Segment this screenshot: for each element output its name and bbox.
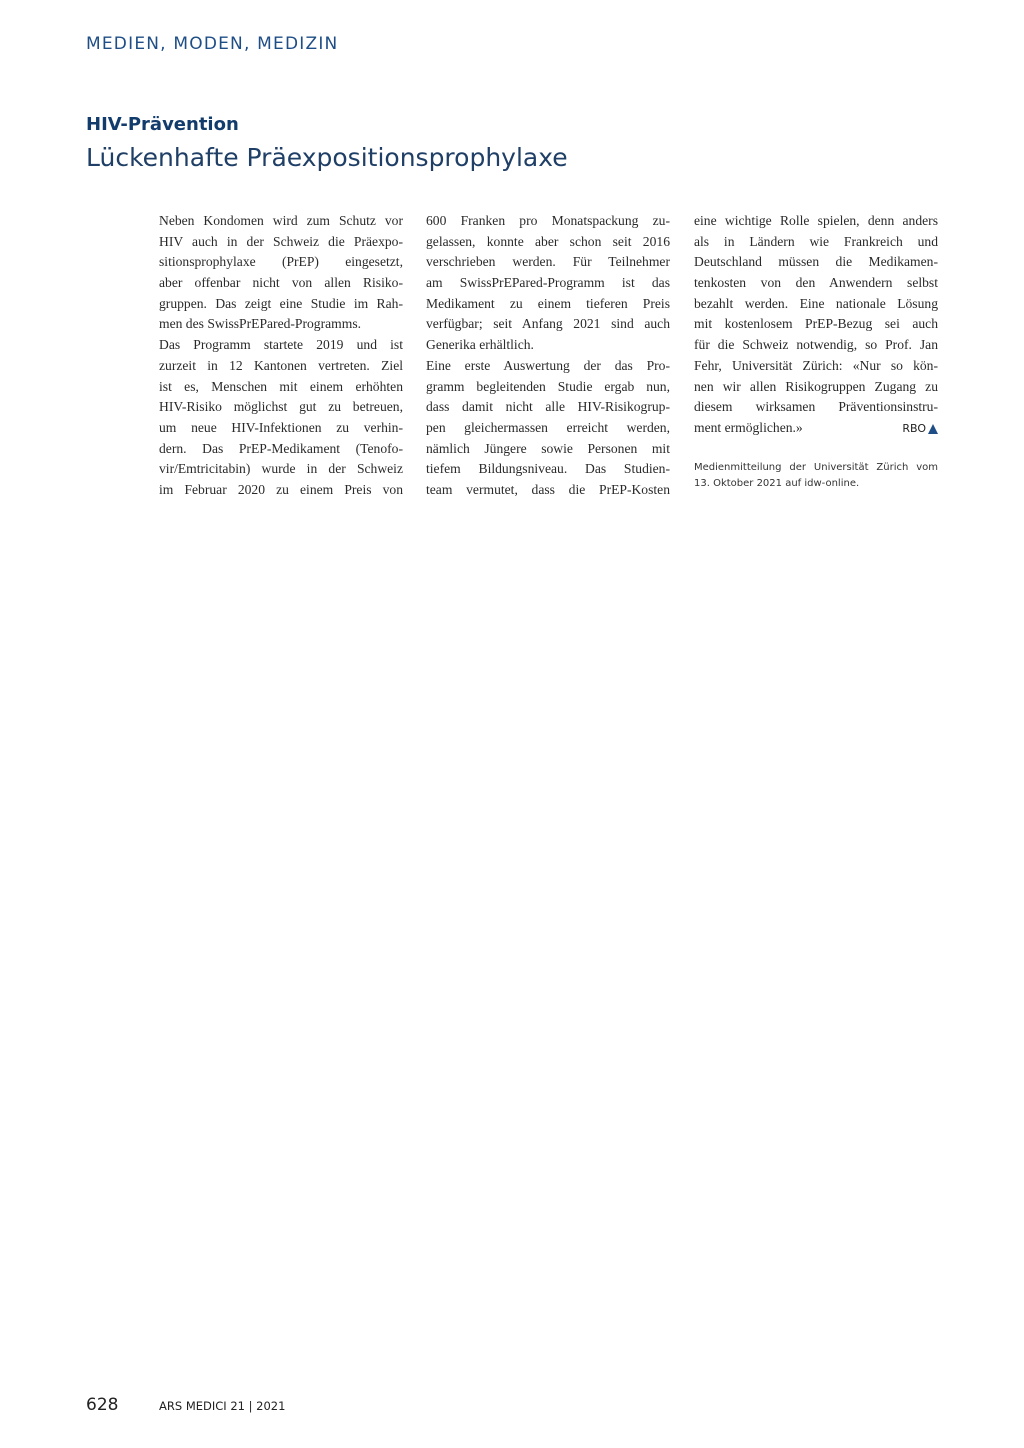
text-line: Generika erhältlich. [426,337,534,353]
source-line: Medienmitteilung der Universität Zürich vom [694,461,938,473]
text-line: gruppen. Das zeigt eine Studie im Rah- [159,295,403,311]
text-line: ment ermöglichen.» [694,419,803,435]
text-line: HIV auch in der Schweiz die Präexpo- [159,233,403,249]
text-line: HIV-Risiko möglichst gut zu betreuen, [159,399,403,415]
text-column-1 [159,211,403,501]
text-line: nämlich Jüngere sowie Personen mit [426,440,670,456]
text-column-2 [426,211,670,501]
text-line: verschrieben werden. Für Teilnehmer [426,254,670,270]
text-line: aber offenbar nicht von allen Risiko- [159,275,403,291]
author-initials: RBO [902,421,926,435]
text-line: men des SwissPrEPared-Programms. [159,316,362,332]
closing-line [694,418,938,439]
text-line: Deutschland müssen die Medikamen- [694,254,938,270]
text-line: Das Programm startete 2019 und ist [159,337,403,353]
text-line: für die Schweiz notwendig, so Prof. Jan [694,337,938,353]
text-line: als in Ländern wie Frankreich und [694,233,938,249]
author-signature [902,419,938,440]
section-header: MEDIEN, MODEN, MEDIZIN [86,34,339,54]
text-line: diesem wirksamen Präventionsinstru- [694,399,938,415]
text-line: zurzeit in 12 Kantonen vertreten. Ziel [159,357,403,373]
text-line: gramm begleitenden Studie ergab nun, [426,378,670,394]
article-title: Lückenhafte Präexpositionsprophylaxe [86,143,568,172]
text-line: team vermutet, dass die PrEP-Kosten [426,481,670,497]
text-line: nen wir allen Risikogruppen Zugang zu [694,378,938,394]
source-note [694,460,938,492]
text-line: dern. Das PrEP-Medikament (Tenofo- [159,440,403,456]
text-line: vir/Emtricitabin) wurde in der Schweiz [159,461,403,477]
text-line: sitionsprophylaxe (PrEP) eingesetzt, [159,254,403,270]
text-line: Neben Kondomen wird zum Schutz vor [159,213,403,228]
source-line: 13. Oktober 2021 auf idw-online. [694,477,860,489]
text-line: gelassen, konnte aber schon seit 2016 [426,233,670,249]
text-line: tenkosten von den Anwendern selbst [694,275,938,291]
text-line: 600 Franken pro Monatspackung zu- [426,213,670,228]
text-line: Fehr, Universität Zürich: «Nur so kön- [694,357,938,373]
text-line: ist es, Menschen mit einem erhöhten [159,378,403,394]
text-line: Eine erste Auswertung der das Pro- [426,357,670,373]
text-line: im Februar 2020 zu einem Preis von [159,481,403,497]
article-kicker: HIV-Prävention [86,114,239,135]
text-line: mit kostenlosem PrEP-Bezug sei auch [694,316,938,332]
text-line: tiefem Bildungsniveau. Das Studien- [426,461,670,477]
text-line: um neue HIV-Infektionen zu verhin- [159,419,403,435]
end-triangle-icon [928,424,938,434]
page-number: 628 [86,1395,119,1415]
text-line: bezahlt werden. Eine nationale Lösung [694,295,938,311]
text-line: dass damit nicht alle HIV-Risikogrup- [426,399,670,415]
text-line: eine wichtige Rolle spielen, denn anders [694,213,938,228]
text-column-3 [694,211,938,492]
text-line: Medikament zu einem tieferen Preis [426,295,670,311]
text-line: pen gleichermassen erreicht werden, [426,419,670,435]
journal-issue: ARS MEDICI 21 | 2021 [159,1399,286,1413]
text-line: verfügbar; seit Anfang 2021 sind auch [426,316,670,332]
text-line: am SwissPrEPared-Programm ist das [426,275,670,291]
